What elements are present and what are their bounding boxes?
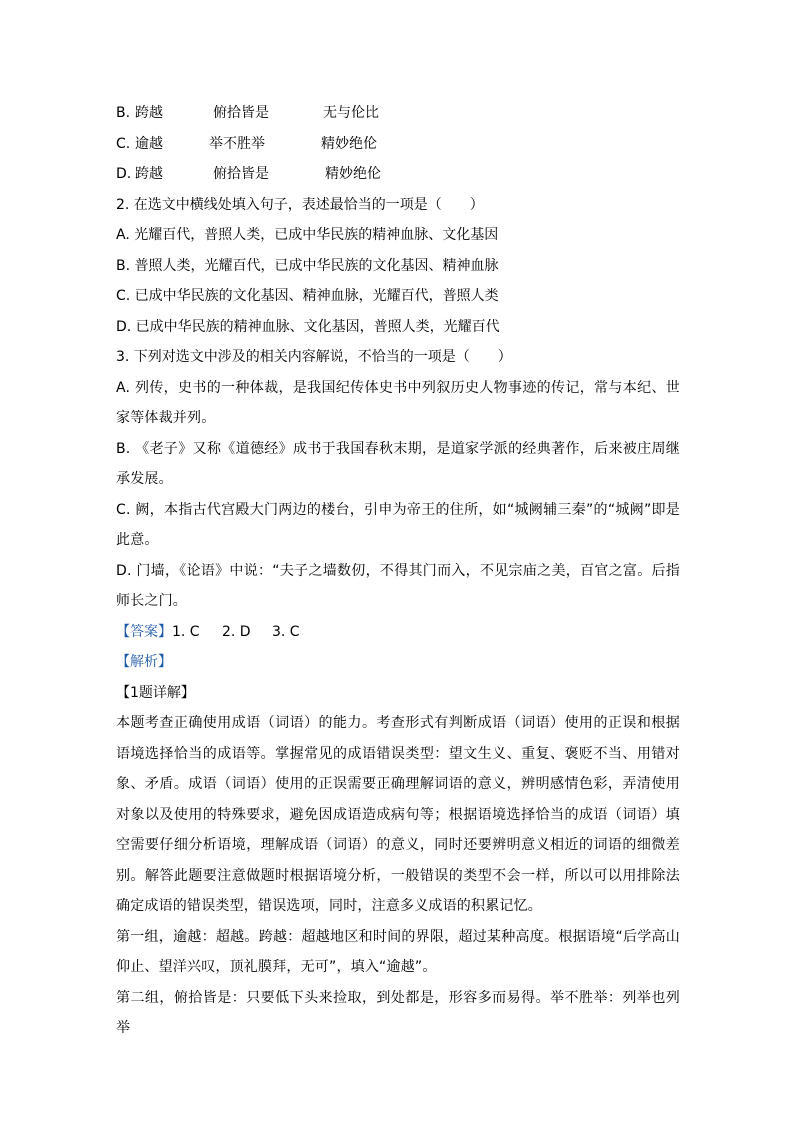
q2-option-d: D. 已成中华民族的精神血脉、文化基因，普照人类，光耀百代	[116, 318, 500, 335]
q3-option-b: B. 《老子》又称《道德经》成书于我国春秋末期，是道家学派的经典著作，后来被庄周继承发展。	[116, 440, 680, 487]
q1-option-b: B. 跨越 俯拾皆是 无与伦比	[116, 105, 379, 121]
q1-option-d: D. 跨越 俯拾皆是 精妙绝伦	[116, 166, 381, 182]
answer-item: 2. D	[222, 623, 251, 640]
q2-option-b: B. 普照人类，光耀百代，已成中华民族的文化基因、精神血脉	[116, 257, 499, 274]
analysis-paragraph: 第二组，俯拾皆是：只要低下头来捡取，到处都是，形容多而易得。举不胜举：列举也列举	[116, 989, 680, 1036]
answer-line	[116, 617, 680, 648]
answer-item: 3. C	[272, 623, 300, 640]
answer-tag: 【答案】	[116, 623, 172, 640]
answer-item: 1. C	[172, 623, 200, 640]
q2-option-a: A. 光耀百代，普照人类，已成中华民族的精神血脉、文化基因	[116, 227, 499, 243]
q3-option-a: A. 列传，史书的一种体裁，是我国纪传体史书中列叙历史人物事迹的传记，常与本纪、世家等体裁并列。	[116, 379, 680, 426]
analysis-paragraph: 第一组，逾越：超越。跨越：超越地区和时间的界限，超过某种高度。根据语境“后学高山仰止、望洋兴叹，顶礼膜拜，无可”，填入“逾越”。	[116, 928, 680, 975]
q2-stem: 2. 在选文中横线处填入句子，表述最恰当的一项是（ ）	[116, 196, 484, 213]
detail-tag: 【1题详解】	[116, 684, 195, 701]
q3-option-d: D. 门墙，《论语》中说：“夫子之墙数仞，不得其门而入，不见宗庙之美，百官之富。后指师长之门。	[116, 562, 680, 609]
analysis-tag: 【解析】	[116, 654, 172, 670]
q1-option-c: C. 逾越 举不胜举 精妙绝伦	[116, 135, 377, 152]
q3-option-c: C. 阙，本指古代宫殿大门两边的楼台，引申为帝王的住所，如“城阙辅三秦”的“城阙”即是此意。	[116, 501, 680, 548]
q2-option-c: C. 已成中华民族的文化基因、精神血脉，光耀百代，普照人类	[116, 288, 499, 304]
q3-stem: 3. 下列对选文中涉及的相关内容解说，不恰当的一项是（ ）	[116, 349, 512, 365]
analysis-paragraph: 本题考查正确使用成语（词语）的能力。考查形式有判断成语（词语）使用的正误和根据语境选择恰当的成语等。掌握常见的成语错误类型：望文生义、重复、褒贬不当、用错对象、矛盾。成语（词语）使用的正误需要正确理解词语的意义，辨明感情色彩，弄清使用对象以及使用的特殊要求，避免因成语造成病句等；根据语境选择恰当的成语（词语）填空需要仔细分析语境，理解成语（词语）的意义，同时还要辨明意义相近的词语的细微差别。解答此题要注意做题时根据语境分析，一般错误的类型不会一样，所以可以用排除法确定成语的错误类型，错误选项，同时，注意多义成语的积累记忆。	[116, 715, 680, 914]
document-page	[116, 98, 680, 1044]
